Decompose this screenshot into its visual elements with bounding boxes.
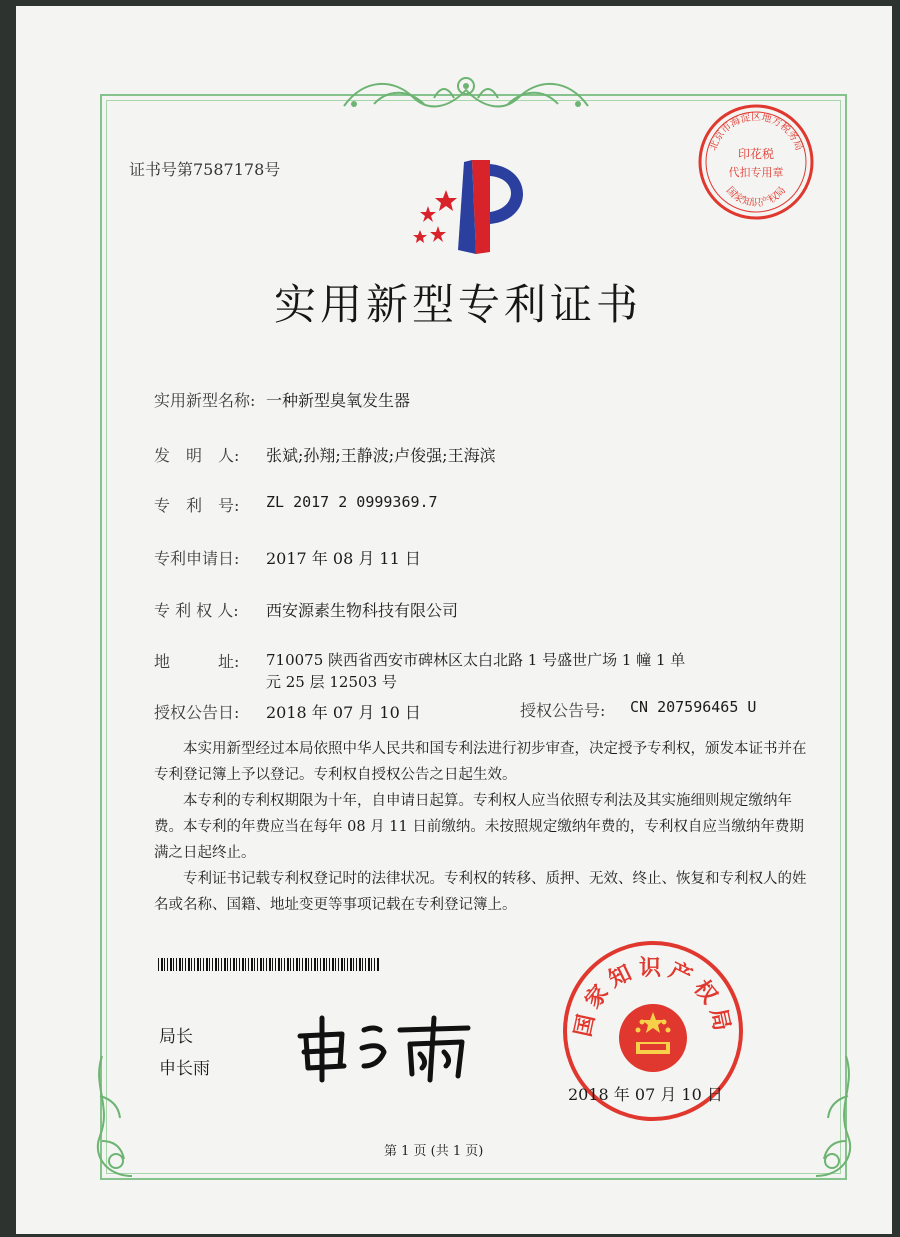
- body-paragraph-3: 专利证书记载专利权登记时的法律状况。专利权的转移、质押、无效、终止、恢复和专利权人的姓名或名称、国籍、地址变更等事项记载在专利登记簿上。: [154, 871, 807, 913]
- svg-text:国家知识产权局: [724, 184, 789, 209]
- bottom-right-ornament: [786, 1046, 866, 1186]
- certificate-title: 实用新型专利证书: [274, 280, 643, 329]
- patent-office-logo: [394, 154, 534, 264]
- body-text: [154, 736, 814, 918]
- tax-stamp-bottom-text: 国家知识产权局: [723, 185, 789, 209]
- bottom-left-ornament: [82, 1046, 162, 1186]
- patent-number-value: ZL 2017 2 0999369.7: [266, 493, 438, 511]
- grant-number-label: 授权公告号:: [520, 701, 606, 720]
- address-label: 地 址:: [154, 652, 240, 671]
- signer-name: 申长雨: [159, 1059, 210, 1079]
- tax-stamp-center-line2: 代扣专用章: [728, 166, 784, 179]
- signer-title: 局长: [159, 1027, 193, 1047]
- tax-stamp-top-text: 北京市海淀区地方税务局: [707, 112, 805, 153]
- address-line-1: 710075 陕西省西安市碑林区太白北路 1 号盛世广场 1 幢 1 单: [266, 651, 686, 669]
- body-paragraph-1: 本实用新型经过本局依照中华人民共和国专利法进行初步审查，决定授予专利权，颁发本证书并在专利登记簿上予以登记。专利权自授权公告之日起生效。: [154, 741, 807, 783]
- seal-date: 2018 年 07 月 10 日: [568, 1085, 723, 1104]
- inventor-value: 张斌;孙翔;王静波;卢俊强;王海滨: [266, 446, 496, 465]
- grant-number-value: CN 207596465 U: [630, 698, 757, 716]
- patentee-label: 专 利 权 人:: [154, 601, 239, 620]
- inventor-label: 发 明 人:: [154, 446, 240, 465]
- patentee-value: 西安源素生物科技有限公司: [266, 601, 459, 620]
- filing-date-label: 专利申请日:: [154, 549, 240, 568]
- top-ornament: [334, 68, 598, 118]
- grant-date-value: 2018 年 07 月 10 日: [266, 703, 421, 722]
- name-label: 实用新型名称:: [154, 391, 256, 410]
- filing-date-value: 2017 年 08 月 11 日: [266, 549, 421, 568]
- page-footer: 第 1 页 (共 1 页): [384, 1144, 484, 1159]
- seal-arc-text: 国家知识产权局: [570, 955, 736, 1039]
- certificate-sheet: [16, 6, 892, 1234]
- grant-date-label: 授权公告日:: [154, 703, 240, 722]
- name-value: 一种新型臭氧发生器: [266, 391, 411, 410]
- tax-stamp: [694, 100, 818, 224]
- address-line-2: 元 25 层 12503 号: [266, 673, 397, 691]
- body-paragraph-2: 本专利的专利权期限为十年，自申请日起算。专利权人应当依照专利法及其实施细则规定缴纳年费。本专利的年费应当在每年 08 月 11 日前缴纳。未按照规定缴纳年费的，专利权自应当缴纳年费期满之日起终止。: [154, 793, 804, 861]
- tax-stamp-center-line1: 印花税: [737, 147, 775, 161]
- certificate-number: 证书号第7587178号: [129, 160, 281, 179]
- director-signature: [292, 1008, 492, 1088]
- barcode: [158, 958, 380, 971]
- patent-number-label: 专 利 号:: [154, 496, 240, 515]
